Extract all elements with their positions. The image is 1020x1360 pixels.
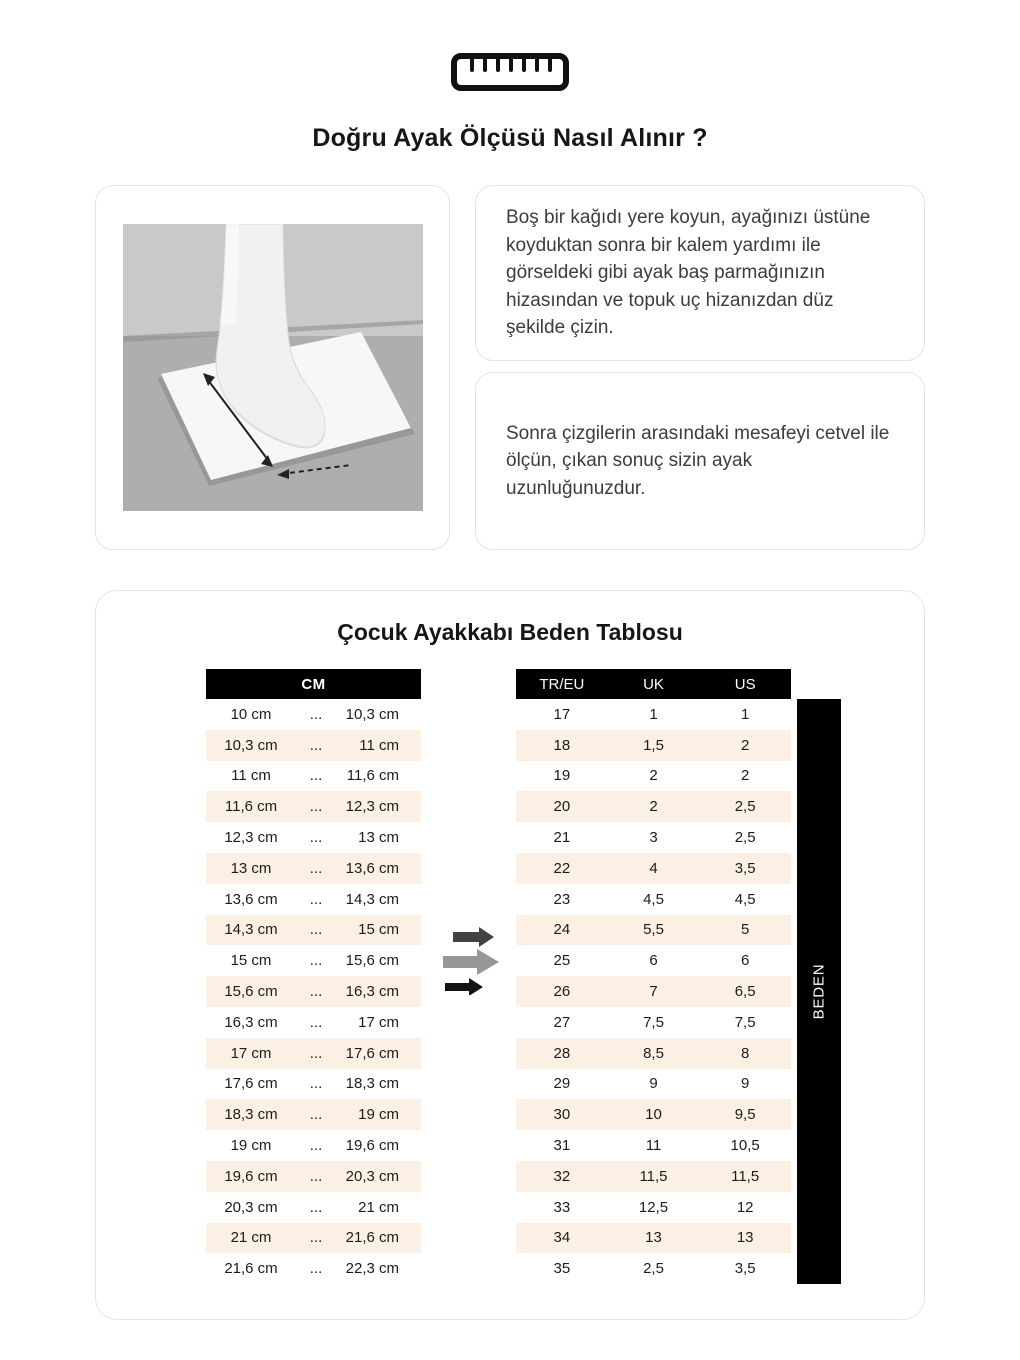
tr-eu-value: 22 (553, 859, 571, 877)
size-table-header (516, 669, 791, 699)
tr-eu-value: 31 (553, 1137, 571, 1155)
tr-eu-value: 18 (553, 736, 571, 754)
cm-from-value: 15 cm (230, 952, 272, 970)
range-dots: ... (309, 1167, 323, 1185)
tr-eu-value: 26 (553, 983, 571, 1001)
us-value: 3,5 (734, 1260, 756, 1278)
us-value: 6 (740, 952, 750, 970)
tr-eu-value: 25 (553, 952, 571, 970)
cm-from-value: 12,3 cm (224, 829, 278, 847)
uk-value: 2,5 (643, 1260, 664, 1278)
range-dots: ... (309, 1229, 323, 1247)
range-dots: ... (309, 1260, 323, 1278)
uk-value: 11 (645, 1137, 662, 1155)
size-table-row (516, 761, 791, 792)
cm-to-value: 20,3 cm (345, 1167, 399, 1185)
cm-from-value: 17,6 cm (224, 1075, 278, 1093)
cm-table-row (206, 853, 421, 884)
ruler-icon (450, 52, 570, 97)
size-table-row (516, 1007, 791, 1038)
cm-to-value: 15,6 cm (345, 952, 399, 970)
us-value: 11,5 (731, 1167, 760, 1185)
cm-table-row (206, 1099, 421, 1130)
cm-table (206, 669, 421, 1284)
size-table-row (516, 1223, 791, 1254)
beden-sidebar (797, 699, 841, 1284)
uk-value: 10 (645, 1106, 662, 1124)
size-table-row (516, 791, 791, 822)
uk-value: 5,5 (643, 921, 664, 939)
range-dots: ... (309, 859, 323, 877)
header-tr-eu: TR/EU (539, 675, 585, 693)
us-value: 2 (740, 767, 750, 785)
cm-table-row (206, 945, 421, 976)
instruction-text-2: Sonra çizgilerin arasındaki mesafeyi cetvel ile ölçün, çıkan sonuç sizin ayak uzunluğunuzdur. (506, 422, 890, 499)
range-dots: ... (309, 798, 323, 816)
us-value: 3,5 (734, 859, 756, 877)
cm-table-row (206, 1007, 421, 1038)
tr-eu-value: 33 (553, 1198, 571, 1216)
cm-table-row (206, 1192, 421, 1223)
cm-to-value: 22,3 cm (345, 1260, 399, 1278)
cm-from-value: 13 cm (230, 859, 272, 877)
cm-to-value: 21 cm (358, 1198, 399, 1216)
beden-label: BEDEN (810, 963, 828, 1020)
cm-table-row (206, 1161, 421, 1192)
cm-from-value: 21,6 cm (224, 1260, 278, 1278)
size-table-row (516, 1253, 791, 1284)
size-table-row (516, 1130, 791, 1161)
us-value: 2,5 (734, 829, 756, 847)
uk-value: 12,5 (638, 1198, 669, 1216)
tr-eu-value: 34 (553, 1229, 571, 1247)
uk-value: 11,5 (639, 1167, 668, 1185)
cm-table-row (206, 791, 421, 822)
header-us: US (734, 675, 756, 693)
us-value: 7,5 (734, 1013, 756, 1031)
tr-eu-value: 27 (553, 1013, 571, 1031)
cm-from-value: 17 cm (230, 1044, 272, 1062)
range-dots: ... (309, 983, 323, 1001)
cm-from-value: 11,6 cm (224, 798, 278, 816)
size-table-row (516, 976, 791, 1007)
cm-from-value: 15,6 cm (224, 983, 278, 1001)
cm-table-row (206, 1038, 421, 1069)
size-table-body (516, 699, 791, 1284)
uk-value: 6 (649, 952, 658, 970)
cm-table-row (206, 761, 421, 792)
cm-to-value: 13,6 cm (345, 859, 399, 877)
uk-value: 1,5 (643, 736, 664, 754)
tr-eu-value: 28 (553, 1044, 571, 1062)
triple-right-arrows-icon (441, 923, 503, 995)
cm-to-value: 15 cm (358, 921, 399, 939)
cm-table-body (206, 699, 421, 1284)
us-value: 8 (740, 1044, 750, 1062)
range-dots: ... (309, 1013, 323, 1031)
tr-eu-value: 17 (553, 705, 571, 723)
cm-table-row (206, 1223, 421, 1254)
cm-from-value: 20,3 cm (224, 1198, 278, 1216)
us-value: 6,5 (734, 983, 756, 1001)
uk-value: 7,5 (643, 1013, 664, 1031)
cm-table-row (206, 699, 421, 730)
range-dots: ... (309, 1106, 323, 1124)
size-table-row (516, 945, 791, 976)
us-value: 4,5 (734, 890, 756, 908)
tr-eu-value: 32 (553, 1167, 571, 1185)
range-dots: ... (309, 1137, 323, 1155)
cm-to-value: 12,3 cm (345, 798, 399, 816)
tr-eu-value: 30 (553, 1106, 571, 1124)
us-value: 2,5 (734, 798, 756, 816)
instruction-text-1: Boş bir kağıdı yere koyun, ayağınızı üstüne koyduktan sonra bir kalem yardımı ile görseldeki gibi ayak baş parmağınızın hizasından ve topuk uç hizanızdan düz şekilde çizin. (506, 207, 871, 339)
range-dots: ... (309, 767, 323, 785)
range-dots: ... (309, 952, 323, 970)
instruction-card-1 (475, 185, 925, 361)
size-table-row (516, 853, 791, 884)
cm-from-value: 19,6 cm (224, 1167, 278, 1185)
cm-to-value: 11 cm (359, 736, 399, 754)
cm-table-header: CM (206, 669, 421, 699)
tr-eu-value: 29 (553, 1075, 571, 1093)
cm-table-row (206, 915, 421, 946)
cm-table-row (206, 976, 421, 1007)
cm-to-value: 19 cm (358, 1106, 399, 1124)
range-dots: ... (309, 890, 323, 908)
size-table-row (516, 1069, 791, 1100)
cm-to-value: 17 cm (358, 1013, 399, 1031)
size-table-row (516, 915, 791, 946)
us-value: 1 (740, 705, 750, 723)
size-table-row (516, 884, 791, 915)
size-table-row (516, 822, 791, 853)
cm-from-value: 16,3 cm (224, 1013, 278, 1031)
us-value: 9,5 (734, 1106, 756, 1124)
range-dots: ... (309, 736, 323, 754)
us-value: 5 (740, 921, 750, 939)
us-value: 2 (740, 736, 750, 754)
size-table-card (95, 590, 925, 1320)
range-dots: ... (309, 1044, 323, 1062)
foot-photo-card (95, 185, 450, 550)
uk-value: 13 (645, 1229, 662, 1247)
us-value: 12 (736, 1198, 754, 1216)
cm-to-value: 11,6 cm (346, 767, 399, 785)
cm-to-value: 10,3 cm (345, 705, 399, 723)
uk-value: 1 (649, 705, 658, 723)
size-conversion-table (516, 669, 791, 1284)
cm-from-value: 11 cm (231, 767, 271, 785)
size-table-row (516, 1161, 791, 1192)
size-table-row (516, 1099, 791, 1130)
cm-from-value: 14,3 cm (224, 921, 278, 939)
uk-value: 4,5 (643, 890, 664, 908)
tr-eu-value: 19 (553, 767, 571, 785)
header-uk: UK (643, 675, 664, 693)
cm-table-row (206, 1253, 421, 1284)
size-table-row (516, 730, 791, 761)
range-dots: ... (309, 705, 323, 723)
cm-to-value: 18,3 cm (345, 1075, 399, 1093)
uk-value: 9 (649, 1075, 658, 1093)
size-table-row (516, 699, 791, 730)
cm-to-value: 16,3 cm (345, 983, 399, 1001)
cm-from-value: 21 cm (230, 1229, 272, 1247)
tr-eu-value: 20 (553, 798, 571, 816)
page-title: Doğru Ayak Ölçüsü Nasıl Alınır ? (312, 124, 708, 152)
cm-to-value: 19,6 cm (345, 1137, 399, 1155)
cm-to-value: 17,6 cm (345, 1044, 399, 1062)
uk-value: 8,5 (643, 1044, 664, 1062)
foot-measurement-photo (123, 224, 423, 511)
us-value: 9 (740, 1075, 750, 1093)
size-table-row (516, 1038, 791, 1069)
cm-table-row (206, 1069, 421, 1100)
tr-eu-value: 35 (553, 1260, 571, 1278)
uk-value: 2 (649, 798, 658, 816)
cm-to-value: 14,3 cm (345, 890, 399, 908)
cm-from-value: 19 cm (230, 1137, 272, 1155)
range-dots: ... (309, 1075, 323, 1093)
cm-table-row (206, 884, 421, 915)
cm-to-value: 21,6 cm (345, 1229, 399, 1247)
cm-from-value: 13,6 cm (224, 890, 278, 908)
cm-from-value: 10 cm (230, 705, 272, 723)
tr-eu-value: 21 (553, 829, 571, 847)
range-dots: ... (309, 1198, 323, 1216)
tr-eu-value: 24 (553, 921, 571, 939)
cm-table-row (206, 822, 421, 853)
tr-eu-value: 23 (553, 890, 571, 908)
cm-to-value: 13 cm (358, 829, 399, 847)
range-dots: ... (309, 921, 323, 939)
us-value: 10,5 (730, 1137, 760, 1155)
size-table-title: Çocuk Ayakkabı Beden Tablosu (337, 619, 683, 645)
uk-value: 3 (649, 829, 658, 847)
uk-value: 7 (649, 983, 658, 1001)
cm-from-value: 18,3 cm (224, 1106, 278, 1124)
us-value: 13 (736, 1229, 754, 1247)
size-table-row (516, 1192, 791, 1223)
range-dots: ... (309, 829, 323, 847)
uk-value: 2 (649, 767, 658, 785)
cm-table-row (206, 730, 421, 761)
cm-from-value: 10,3 cm (224, 736, 278, 754)
instruction-card-2 (475, 372, 925, 550)
uk-value: 4 (649, 859, 658, 877)
cm-table-row (206, 1130, 421, 1161)
